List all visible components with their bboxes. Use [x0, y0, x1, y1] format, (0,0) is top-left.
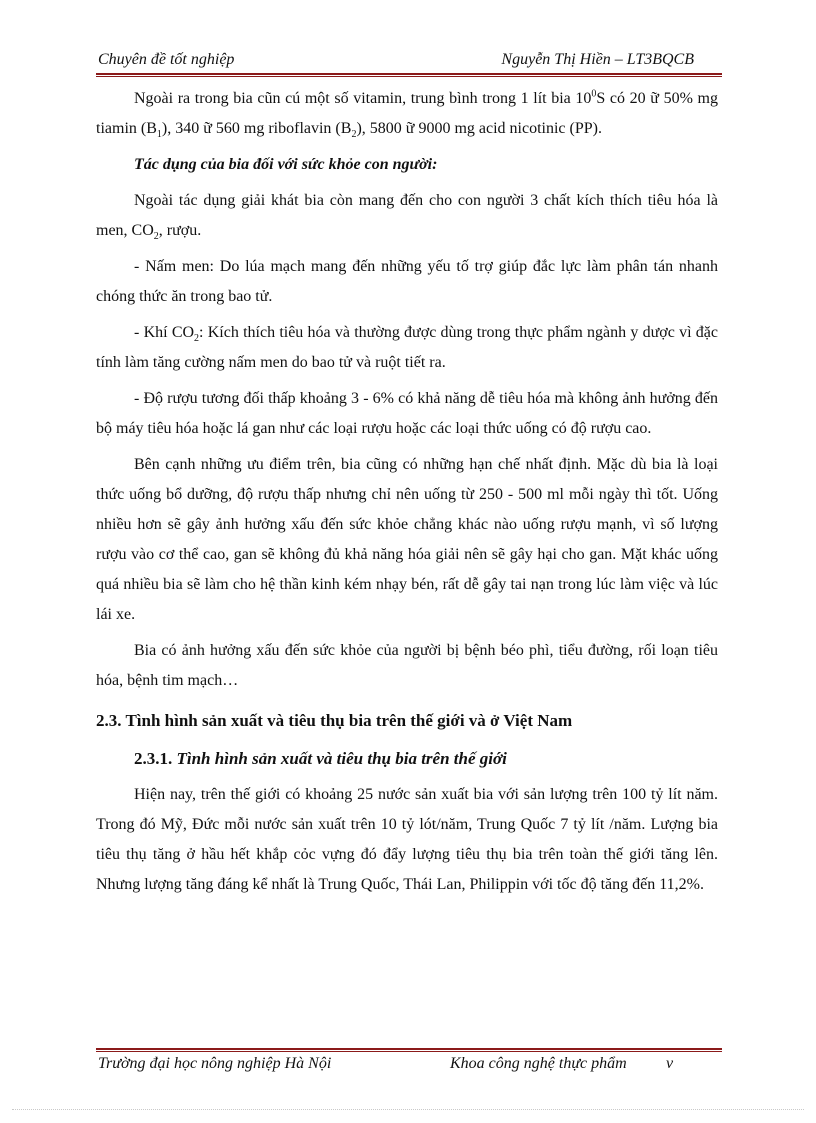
- page-footer: [96, 1049, 722, 1079]
- paragraph-limitations: Bên cạnh những ưu điểm trên, bia cũng có những hạn chế nhất định. Mặc dù bia là loại thức uống bổ dưỡng, độ rượu thấp nhưng chỉ nên uống từ 250 - 500 ml mỗi ngày thì tốt. Uống nhiều hơn sẽ gây ảnh hưởng xấu đến sức khỏe chẳng khác nào uống rượu mạnh, vì số lượng rượu vào cơ thể cao, gan sẽ không đủ khả năng hóa giải nên sẽ gây hại cho gan. Mặt khác uống quá nhiều bia sẽ làm cho hệ thần kinh kém nhạy bén, rất dễ gây tai nạn trong lúc làm việc và lúc lái xe.: [96, 456, 718, 623]
- header-author: Nguyễn Thị Hiền – LT3BQCB: [501, 51, 694, 68]
- paragraph-alcohol: - Độ rượu tương đối thấp khoảng 3 - 6% có khả năng dễ tiêu hóa mà không ảnh hưởng đến bộ máy tiêu hóa hoặc lá gan như các loại rượu hoặc các loại thức uống có độ rượu cao.: [96, 390, 718, 437]
- paragraph-digestive-stimulants: Ngoài tác dụng giải khát bia còn mang đến cho con người 3 chất kích thích tiêu hóa là men, $CO_2$, rượu.: [96, 192, 718, 243]
- header-rule: [96, 73, 722, 77]
- page-header: [96, 48, 722, 72]
- paragraph-world-production: Hiện nay, trên thế giới có khoảng 25 nước sản xuất bia với sản lượng trên 100 tỷ lít năm. Trong đó Mỹ, Đức mỗi nước sản xuất trên 10 tỷ lót/năm, Trung Quốc 7 tỷ lít /năm. Lượng bia tiêu thụ tăng ở hầu hết khắp cỏc vựng đó đẩy lượng tiêu thụ bia trên toàn thế giới tăng lên. Nhưng lượng tăng đáng kể nhất là Trung Quốc, Thái Lan, Philippin với tốc độ tăng đến 11,2%.: [96, 786, 718, 893]
- section-heading-2-3-1: 2.3.1. Tình hình sản xuất và tiêu thụ bia trên thế giới: [134, 749, 507, 768]
- footer-university: Trường đại học nông nghiệp Hà Nội: [98, 1055, 332, 1072]
- header-title: Chuyên đề tốt nghiệp: [98, 51, 235, 68]
- paragraph-co2: - Khí $CO_2$: Kích thích tiêu hóa và thường được dùng trong thực phẩm ngành y dược vì đặc tính làm tăng cường nấm men do bao tử và ruột tiết ra.: [96, 324, 718, 371]
- paragraph-health-risks: Bia có ảnh hưởng xấu đến sức khỏe của người bị bệnh béo phì, tiểu đường, rối loạn tiêu hóa, bệnh tim mạch…: [96, 642, 718, 689]
- page-boundary: [12, 1109, 804, 1110]
- paragraph-yeast: - Nấm men: Do lúa mạch mang đến những yếu tố trợ giúp đắc lực làm phân tán nhanh chóng thức ăn trong bao tử.: [96, 258, 718, 305]
- page-number: v: [666, 1055, 674, 1072]
- paragraph-vitamins: Ngoài ra trong bia cũn cú một số vitamin, trung bình trong 1 lít bia $10^0S$ có 20 ữ 50% mg tiamin $(B_1)$, 340 ữ 560 mg riboflavin $(B_2)$, 5800 ữ 9000 mg acid nicotinic (PP).: [96, 88, 718, 141]
- subheading-health-effects: Tác dụng của bia đối với sức khỏe con người:: [134, 156, 438, 173]
- document-body: [96, 84, 718, 906]
- footer-faculty: Khoa công nghệ thực phẩm: [450, 1055, 627, 1072]
- section-heading-2-3: 2.3. Tình hình sản xuất và tiêu thụ bia trên thế giới và ở Việt Nam: [96, 711, 573, 730]
